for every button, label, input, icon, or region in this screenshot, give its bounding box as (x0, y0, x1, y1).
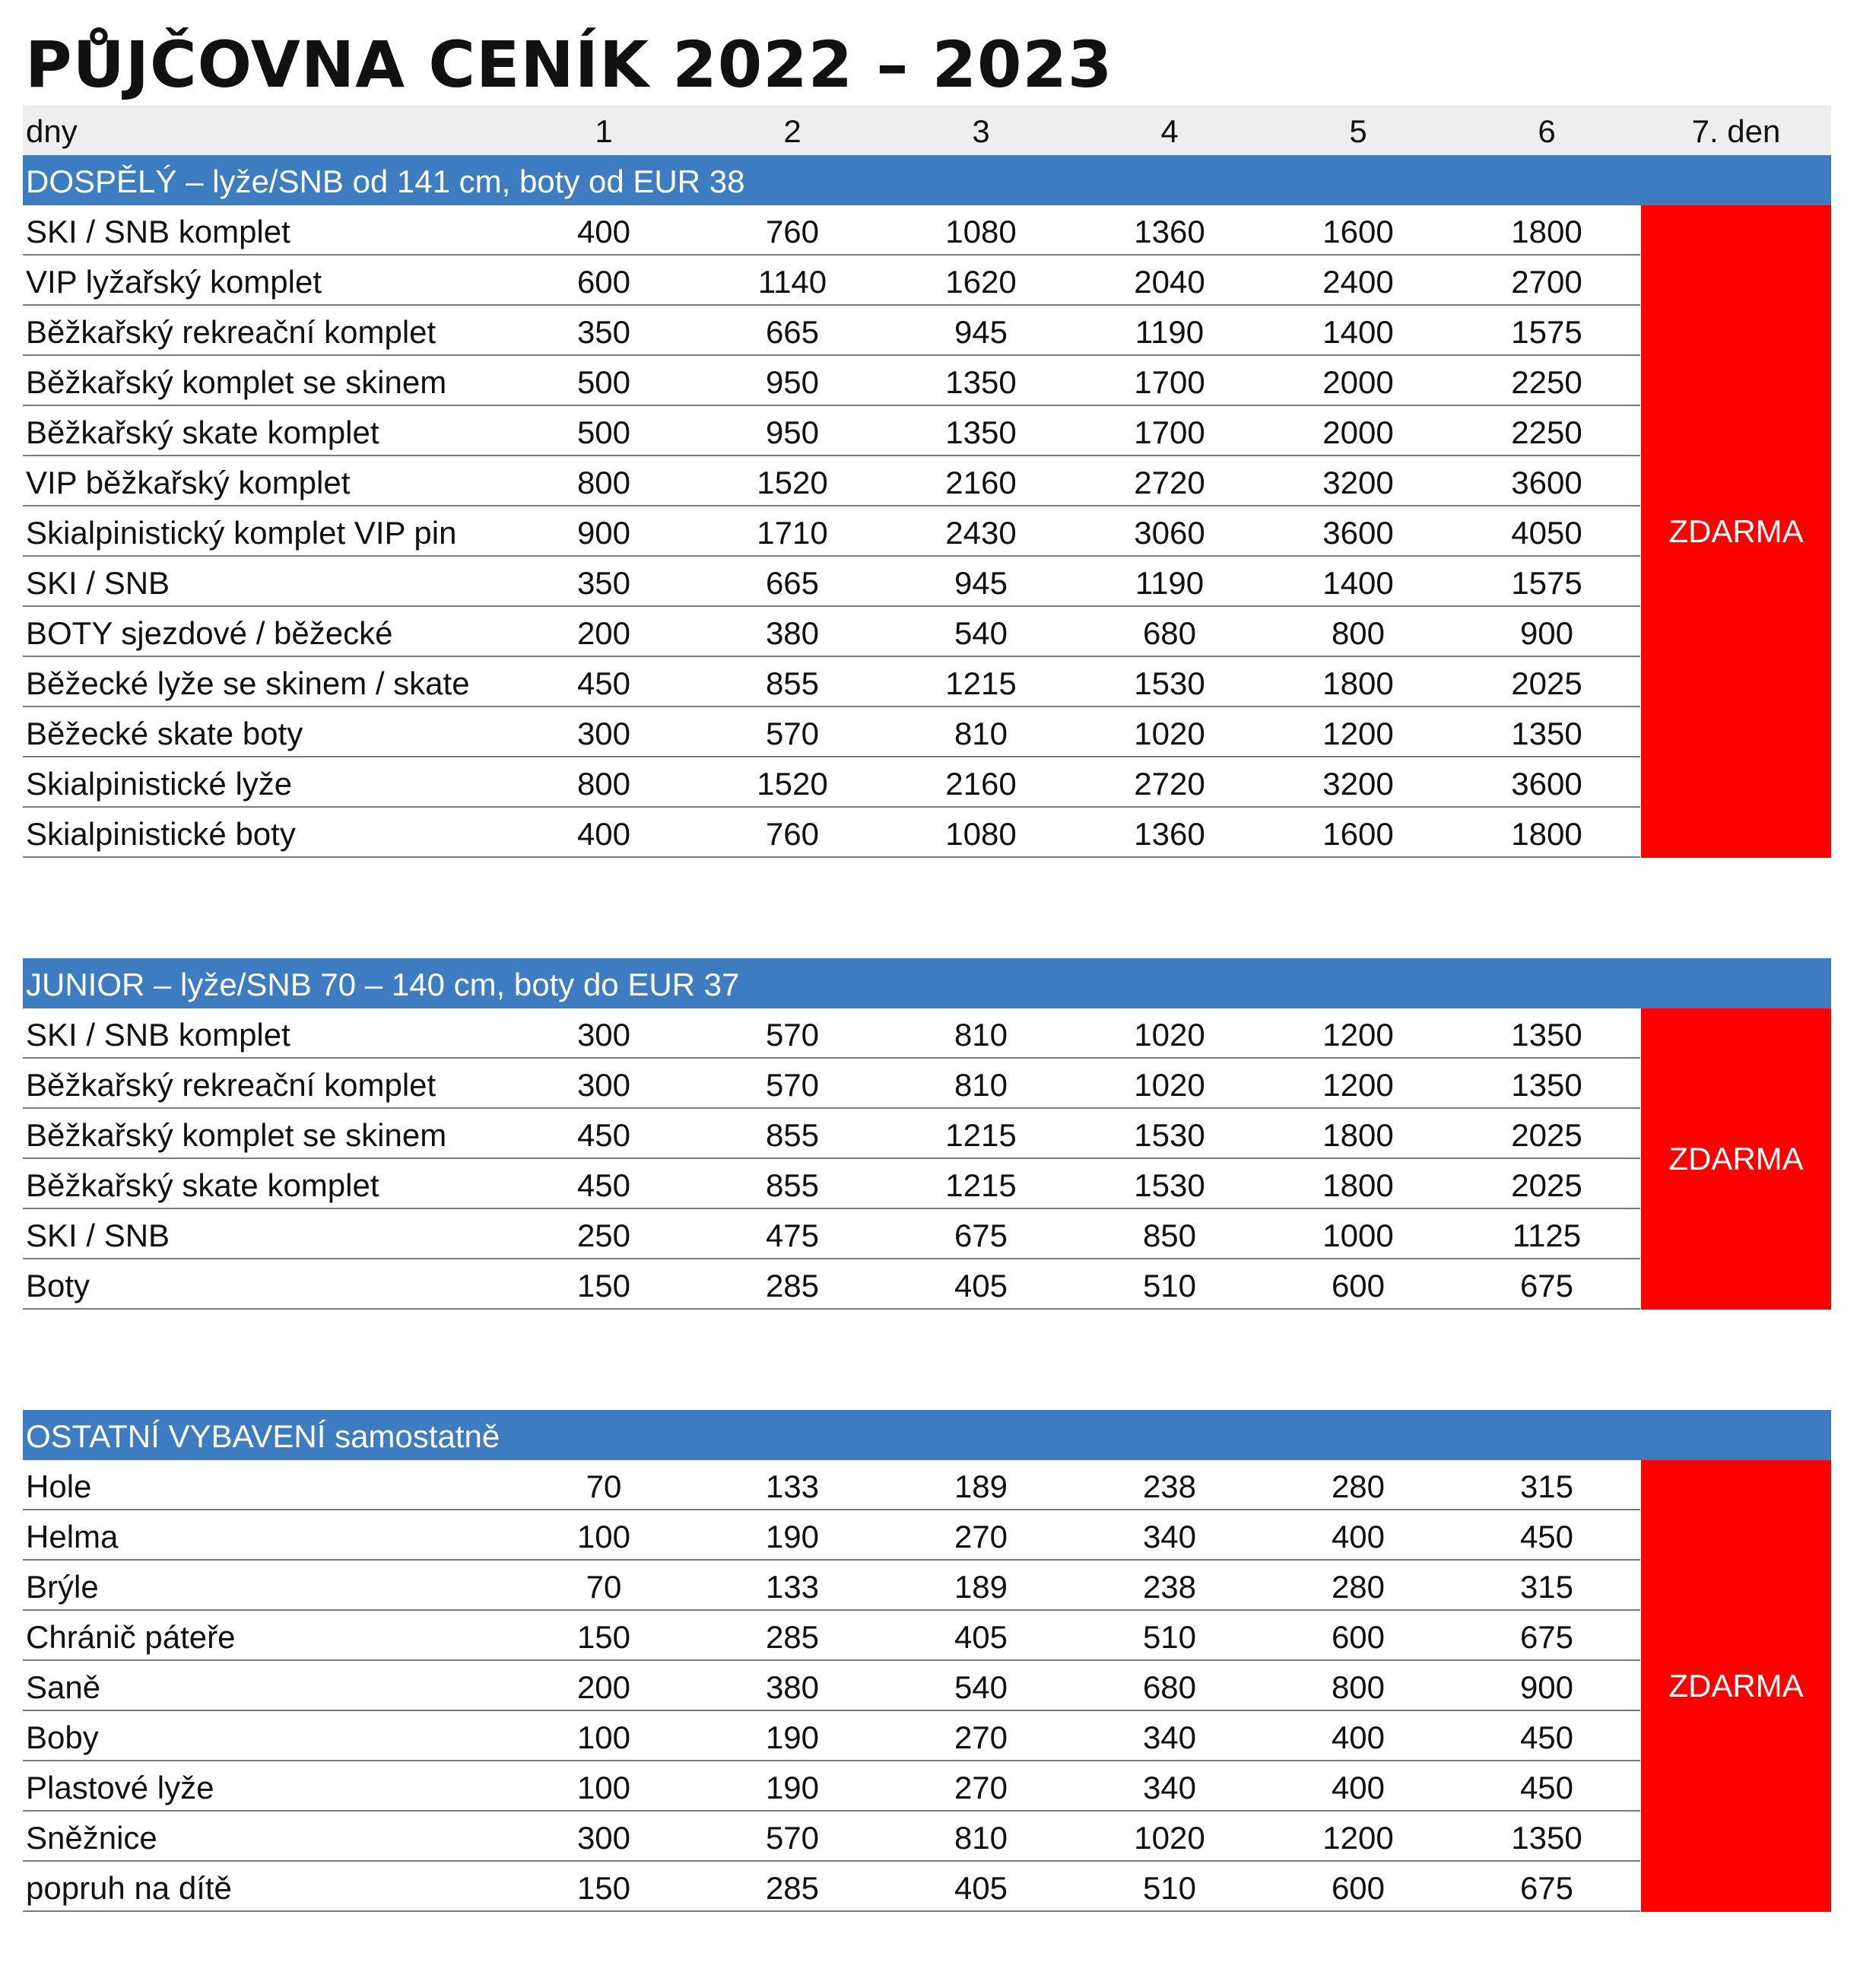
price-day-1: 100 (576, 1720, 631, 1755)
item-label: Běžkařský skate komplet (26, 1167, 379, 1203)
price-day-6: 675 (1519, 1619, 1574, 1655)
price-day-1: 200 (576, 615, 631, 651)
item-label: SKI / SNB komplet (26, 1017, 290, 1053)
price-day-3: 810 (954, 1017, 1008, 1053)
price-day-5: 1400 (1322, 565, 1394, 601)
price-day-2: 1520 (757, 465, 828, 500)
price-day-3: 405 (954, 1268, 1008, 1304)
price-day-3: 2430 (945, 515, 1017, 551)
item-label: Sněžnice (26, 1820, 157, 1856)
price-day-4: 340 (1142, 1770, 1197, 1805)
item-label: Hole (26, 1469, 92, 1504)
table-row (23, 1209, 1640, 1259)
price-day-2: 1520 (757, 766, 828, 802)
price-day-4: 1700 (1134, 364, 1205, 400)
price-day-3: 540 (954, 1669, 1008, 1705)
price-day-3: 405 (954, 1619, 1008, 1655)
price-day-5: 3200 (1322, 766, 1394, 802)
price-day-2: 665 (765, 565, 820, 601)
price-day-1: 150 (576, 1619, 631, 1655)
price-day-3: 270 (954, 1720, 1008, 1755)
price-day-6: 1350 (1511, 1820, 1582, 1856)
price-day-6: 1575 (1511, 565, 1582, 601)
price-day-1: 400 (576, 214, 631, 249)
price-day-3: 1080 (945, 214, 1017, 249)
table-row (23, 1059, 1640, 1109)
price-day-6: 1125 (1512, 1218, 1582, 1253)
item-label: Běžecké lyže se skinem / skate (26, 665, 470, 701)
price-day-3: 405 (954, 1870, 1008, 1906)
price-day-1: 900 (576, 515, 631, 551)
price-day-1: 350 (576, 565, 631, 601)
price-day-5: 600 (1331, 1268, 1386, 1304)
price-day-6: 1350 (1511, 716, 1582, 751)
table-row (23, 1159, 1640, 1209)
table-row (23, 1661, 1640, 1711)
price-day-4: 340 (1142, 1519, 1197, 1554)
price-day-2: 760 (765, 214, 820, 249)
price-day-3: 945 (954, 565, 1008, 601)
price-day-4: 1530 (1134, 1167, 1205, 1203)
price-day-2: 760 (765, 816, 820, 852)
price-day-5: 1800 (1322, 1167, 1394, 1203)
item-label: VIP lyžařský komplet (26, 264, 322, 300)
price-day-4: 1190 (1135, 314, 1205, 350)
table-row (23, 1259, 1640, 1310)
item-label: Saně (26, 1669, 101, 1705)
price-day-4: 850 (1142, 1218, 1197, 1253)
item-label: Skialpinistické boty (26, 816, 296, 852)
price-day-6: 450 (1519, 1770, 1574, 1805)
price-day-1: 500 (576, 414, 631, 450)
price-day-1: 300 (576, 1017, 631, 1053)
section-junior (23, 958, 1831, 1310)
price-day-3: 810 (954, 1067, 1008, 1103)
price-day-5: 1000 (1322, 1218, 1394, 1253)
price-day-4: 1360 (1134, 214, 1205, 249)
price-day-1: 450 (576, 665, 631, 701)
table-row (23, 808, 1640, 858)
price-day-5: 1800 (1322, 665, 1394, 701)
price-day-3: 270 (954, 1770, 1008, 1805)
price-day-5: 1800 (1322, 1117, 1394, 1153)
price-day-3: 189 (954, 1469, 1008, 1504)
price-day-4: 340 (1142, 1720, 1197, 1755)
price-day-1: 800 (576, 766, 631, 802)
price-day-3: 945 (954, 314, 1008, 350)
item-label: Chránič páteře (26, 1619, 236, 1655)
price-day-2: 855 (765, 1117, 820, 1153)
table-row (23, 356, 1640, 406)
price-day-4: 1360 (1134, 816, 1205, 852)
price-day-6: 900 (1519, 1669, 1574, 1705)
table-row (23, 1510, 1640, 1561)
section-spacer (23, 1310, 1831, 1410)
price-day-6: 1350 (1511, 1067, 1582, 1103)
price-day-3: 1620 (945, 264, 1017, 300)
price-day-3: 810 (954, 1820, 1008, 1856)
price-day-1: 400 (576, 816, 631, 852)
price-day-2: 190 (765, 1770, 820, 1805)
price-day-3: 1080 (945, 816, 1017, 852)
price-day-5: 1200 (1322, 1067, 1394, 1103)
table-row (23, 557, 1640, 607)
price-day-1: 70 (586, 1469, 622, 1504)
price-day-1: 150 (576, 1870, 631, 1906)
price-day-2: 665 (765, 314, 820, 350)
day-header-3: 3 (972, 113, 990, 149)
section-body-adult (23, 205, 1831, 858)
price-day-5: 600 (1331, 1870, 1386, 1906)
section-body-junior (23, 1008, 1831, 1310)
item-label: Skialpinistické lyže (26, 766, 293, 802)
price-day-5: 1600 (1322, 816, 1394, 852)
price-day-2: 475 (765, 1218, 820, 1253)
price-day-6: 2700 (1511, 264, 1582, 300)
price-day-3: 2160 (945, 465, 1017, 500)
price-day-6: 2025 (1511, 665, 1582, 701)
price-day-5: 3200 (1322, 465, 1394, 500)
item-label: Běžecké skate boty (26, 716, 303, 751)
price-day-6: 2025 (1511, 1117, 1582, 1153)
price-day-4: 1530 (1134, 1117, 1205, 1153)
price-day-6: 450 (1519, 1519, 1574, 1554)
price-day-6: 1800 (1511, 214, 1582, 249)
price-day-2: 190 (765, 1720, 820, 1755)
price-day-5: 600 (1331, 1619, 1386, 1655)
price-day-5: 400 (1331, 1770, 1386, 1805)
price-day-3: 2160 (945, 766, 1017, 802)
table-row (23, 1761, 1640, 1812)
item-label: popruh na dítě (26, 1870, 232, 1906)
price-day-6: 450 (1519, 1720, 1574, 1755)
price-day-5: 2400 (1322, 264, 1394, 300)
price-day-6: 3600 (1511, 766, 1582, 802)
price-day-5: 280 (1331, 1469, 1386, 1504)
price-day-1: 300 (576, 716, 631, 751)
price-day-6: 900 (1519, 615, 1574, 651)
price-day-5: 1200 (1322, 716, 1394, 751)
price-day-4: 1190 (1135, 565, 1205, 601)
free-day-7-badge-junior: ZDARMA (1641, 1008, 1831, 1310)
price-day-1: 450 (576, 1117, 631, 1153)
price-day-6: 4050 (1511, 515, 1582, 551)
day-header-1: 1 (595, 113, 613, 149)
day-header-5: 5 (1349, 113, 1367, 149)
price-day-4: 680 (1142, 1669, 1197, 1705)
price-table (23, 105, 1831, 1912)
price-day-4: 510 (1142, 1268, 1197, 1304)
price-day-1: 600 (576, 264, 631, 300)
price-day-3: 810 (954, 716, 1008, 751)
price-day-1: 70 (586, 1569, 622, 1605)
price-day-2: 855 (765, 665, 820, 701)
price-day-1: 200 (576, 1669, 631, 1705)
price-day-2: 380 (765, 615, 820, 651)
table-row (23, 205, 1640, 256)
table-row (23, 607, 1640, 657)
price-day-1: 500 (576, 364, 631, 400)
item-label: SKI / SNB (26, 1218, 170, 1253)
section-heading-junior: JUNIOR – lyže/SNB 70 – 140 cm, boty do EUR 37 (23, 958, 1831, 1008)
table-row (23, 707, 1640, 757)
item-label: Brýle (26, 1569, 99, 1605)
table-row (23, 506, 1640, 557)
price-day-6: 315 (1519, 1569, 1574, 1605)
free-day-7-badge-adult: ZDARMA (1641, 205, 1831, 858)
price-day-1: 300 (576, 1067, 631, 1103)
free-day-7-badge-other: ZDARMA (1641, 1460, 1831, 1912)
price-day-5: 400 (1331, 1720, 1386, 1755)
table-row (23, 757, 1640, 808)
section-heading-other: OSTATNÍ VYBAVENÍ samostatně (23, 1410, 1831, 1460)
item-label: Běžkařský rekreační komplet (26, 1067, 436, 1103)
item-label: SKI / SNB (26, 565, 170, 601)
price-day-5: 2000 (1322, 364, 1394, 400)
price-day-2: 285 (765, 1268, 820, 1304)
price-day-2: 190 (765, 1519, 820, 1554)
day-header-6: 6 (1538, 113, 1556, 149)
table-row (23, 406, 1640, 456)
price-day-1: 250 (576, 1218, 631, 1253)
day-header-4: 4 (1160, 113, 1179, 149)
price-day-5: 280 (1331, 1569, 1386, 1605)
section-other (23, 1410, 1831, 1912)
price-day-6: 1575 (1511, 314, 1582, 350)
table-row (23, 657, 1640, 707)
price-day-3: 1350 (945, 414, 1017, 450)
price-day-3: 1215 (945, 1117, 1017, 1153)
table-row (23, 1611, 1640, 1661)
price-day-2: 950 (765, 414, 820, 450)
price-day-3: 1215 (945, 665, 1017, 701)
item-label: VIP běžkařský komplet (26, 465, 351, 500)
price-day-5: 1200 (1322, 1017, 1394, 1053)
price-day-2: 1140 (757, 264, 827, 300)
price-day-5: 400 (1331, 1519, 1386, 1554)
price-day-6: 315 (1519, 1469, 1574, 1504)
item-label: Plastové lyže (26, 1770, 214, 1805)
table-row (23, 456, 1640, 506)
price-day-4: 1530 (1134, 665, 1205, 701)
table-row (23, 1109, 1640, 1159)
price-day-4: 238 (1142, 1469, 1197, 1504)
section-spacer (23, 858, 1831, 958)
section-body-other (23, 1460, 1831, 1912)
price-day-5: 2000 (1322, 414, 1394, 450)
item-label: Běžkařský skate komplet (26, 414, 379, 450)
price-day-2: 570 (765, 1017, 820, 1053)
price-day-6: 2025 (1511, 1167, 1582, 1203)
item-label: Boty (26, 1268, 90, 1304)
item-label: Běžkařský komplet se skinem (26, 1117, 447, 1153)
table-row (23, 306, 1640, 356)
price-day-1: 150 (576, 1268, 631, 1304)
table-row (23, 1460, 1640, 1510)
item-label: Skialpinistický komplet VIP pin (26, 515, 457, 551)
price-day-3: 189 (954, 1569, 1008, 1605)
sections-container (23, 155, 1831, 1912)
item-label: Boby (26, 1720, 99, 1755)
price-day-5: 1400 (1322, 314, 1394, 350)
price-day-4: 2040 (1134, 264, 1205, 300)
price-day-6: 2250 (1511, 414, 1582, 450)
page-title: PŮJČOVNA CENÍK 2022 – 2023 (25, 27, 1113, 102)
price-day-4: 2720 (1134, 766, 1205, 802)
item-label: Helma (26, 1519, 119, 1554)
price-day-5: 800 (1331, 1669, 1386, 1705)
price-day-2: 1710 (757, 515, 828, 551)
price-day-4: 1020 (1134, 1017, 1205, 1053)
price-day-4: 3060 (1134, 515, 1205, 551)
price-day-2: 133 (765, 1569, 820, 1605)
price-day-2: 133 (765, 1469, 820, 1504)
price-day-3: 1350 (945, 364, 1017, 400)
days-header-label: dny (26, 113, 78, 149)
price-day-1: 100 (576, 1770, 631, 1805)
price-day-1: 800 (576, 465, 631, 500)
price-day-2: 950 (765, 364, 820, 400)
item-label: SKI / SNB komplet (26, 214, 290, 249)
price-day-2: 285 (765, 1870, 820, 1906)
price-day-3: 1215 (945, 1167, 1017, 1203)
table-row (23, 1812, 1640, 1862)
item-label: Běžkařský rekreační komplet (26, 314, 436, 350)
price-day-2: 570 (765, 1820, 820, 1856)
price-day-4: 238 (1142, 1569, 1197, 1605)
price-day-4: 510 (1142, 1619, 1197, 1655)
price-day-4: 510 (1142, 1870, 1197, 1906)
table-row (23, 256, 1640, 306)
price-day-5: 1600 (1322, 214, 1394, 249)
price-day-1: 450 (576, 1167, 631, 1203)
section-heading-adult: DOSPĚLÝ – lyže/SNB od 141 cm, boty od EUR 38 (23, 155, 1831, 205)
table-row (23, 1862, 1640, 1912)
day-header-7: 7. den (1691, 113, 1781, 149)
price-day-2: 285 (765, 1619, 820, 1655)
price-day-1: 300 (576, 1820, 631, 1856)
price-day-4: 1700 (1134, 414, 1205, 450)
item-label: Běžkařský komplet se skinem (26, 364, 447, 400)
price-day-3: 270 (954, 1519, 1008, 1554)
item-label: BOTY sjezdové / běžecké (26, 615, 393, 651)
price-day-6: 1350 (1511, 1017, 1582, 1053)
price-day-1: 350 (576, 314, 631, 350)
price-day-3: 675 (954, 1218, 1008, 1253)
price-day-2: 380 (765, 1669, 820, 1705)
price-day-2: 570 (765, 1067, 820, 1103)
price-day-4: 1020 (1134, 1820, 1205, 1856)
price-day-4: 680 (1142, 615, 1197, 651)
table-row (23, 1561, 1640, 1611)
price-day-1: 100 (576, 1519, 631, 1554)
price-day-6: 1800 (1511, 816, 1582, 852)
price-day-5: 3600 (1322, 515, 1394, 551)
days-header-row (23, 105, 1831, 155)
price-day-2: 570 (765, 716, 820, 751)
price-day-6: 3600 (1511, 465, 1582, 500)
price-day-3: 540 (954, 615, 1008, 651)
price-day-2: 855 (765, 1167, 820, 1203)
price-day-6: 675 (1519, 1268, 1574, 1304)
price-day-6: 2250 (1511, 364, 1582, 400)
price-day-5: 800 (1331, 615, 1386, 651)
price-day-4: 2720 (1134, 465, 1205, 500)
table-row (23, 1711, 1640, 1761)
day-header-2: 2 (783, 113, 802, 149)
section-adult (23, 155, 1831, 858)
table-row (23, 1008, 1640, 1059)
price-day-4: 1020 (1134, 1067, 1205, 1103)
price-day-6: 675 (1519, 1870, 1574, 1906)
price-day-4: 1020 (1134, 716, 1205, 751)
price-day-5: 1200 (1322, 1820, 1394, 1856)
